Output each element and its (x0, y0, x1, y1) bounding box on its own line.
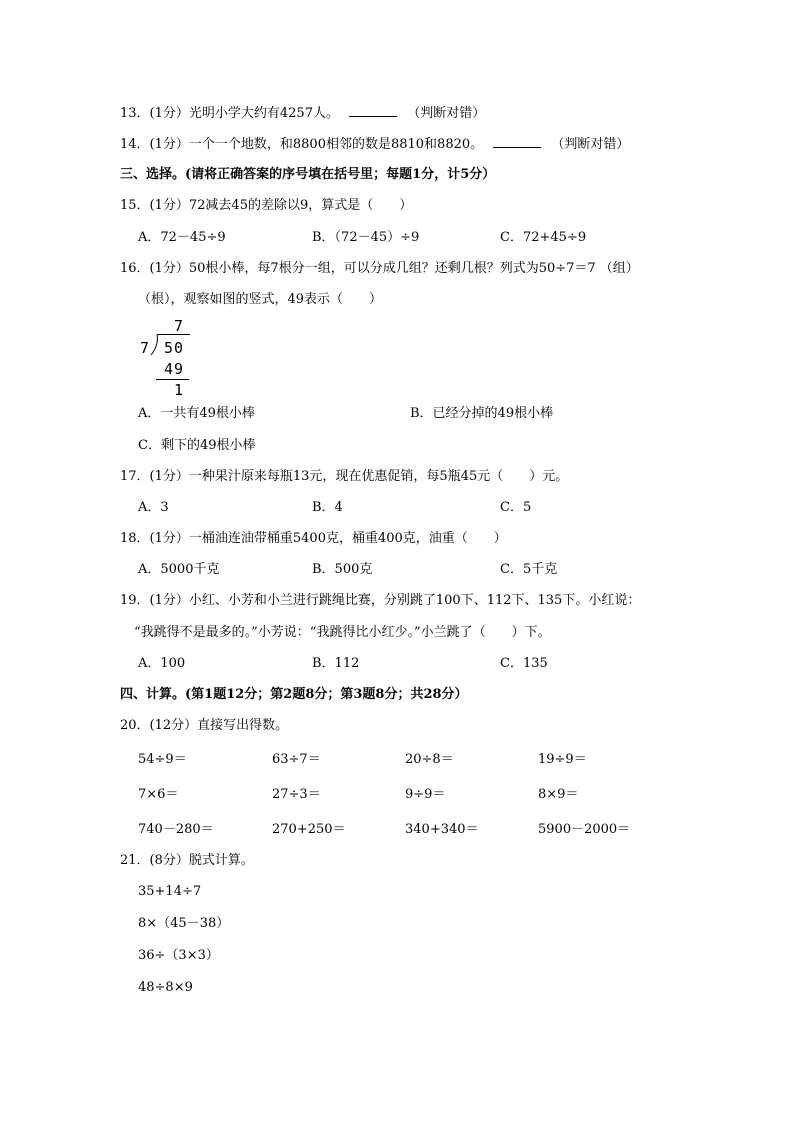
calc-item: 27÷3＝ (272, 787, 321, 802)
question-16-text-line1: 16．(1分）50根小棒，每7根分一组，可以分成几组？还剩几根？列式为50÷7＝7 （组） (120, 261, 639, 276)
calc-item: 19÷9＝ (538, 752, 587, 767)
question-13 (120, 105, 485, 122)
question-18-option-a[interactable]: A．5000千克 (138, 562, 220, 577)
division-product: 49 (164, 360, 185, 378)
question-17-option-b[interactable]: B．4 (312, 500, 343, 515)
section-4-heading: 四、计算。(第1题12分；第2题8分；第3题8分；共28分） (120, 687, 468, 702)
question-19-option-b[interactable]: B．112 (312, 656, 360, 671)
calc-item: 8×9＝ (538, 787, 579, 802)
calc-item: 9÷9＝ (405, 787, 446, 802)
question-16-option-c[interactable]: C．剩下的49根小棒 (138, 438, 256, 453)
question-19-text-line2: “我跳得不是最多的。”小芳说：“我跳得比小红少。”小兰跳了（ ）下。 (134, 625, 551, 640)
question-15-option-a[interactable]: A．72－45÷9 (138, 230, 226, 245)
calc-item: 20÷8＝ (405, 752, 454, 767)
question-19-option-a[interactable]: A．100 (138, 656, 186, 671)
question-13-suffix: （判断对错） (407, 106, 486, 121)
calc-item: 340+340＝ (405, 822, 479, 837)
calc-item: 54÷9＝ (138, 752, 187, 767)
answer-blank-14[interactable] (493, 136, 541, 148)
question-17-option-c[interactable]: C．5 (500, 500, 532, 515)
question-19-text-line1: 19．(1分）小红、小芳和小兰进行跳绳比赛，分别跳了100下、112下、135下。小红说： (120, 593, 641, 608)
question-18-option-b[interactable]: B．500克 (312, 562, 373, 577)
question-16-text-line2: （根），观察如图的竖式，49表示（ ） (138, 292, 383, 307)
division-dividend: 50 (164, 339, 185, 357)
division-quotient: 7 (174, 317, 184, 335)
question-20-text: 20．(12分）直接写出得数。 (120, 718, 289, 733)
division-remainder: 1 (174, 381, 184, 399)
expression-item: 35+14÷7 (138, 884, 202, 899)
question-16-option-b[interactable]: B．已经分掉的49根小棒 (410, 406, 554, 421)
question-21-text: 21．(8分）脱式计算。 (120, 853, 254, 868)
division-divisor: 7 (140, 339, 150, 357)
question-18-option-c[interactable]: C．5千克 (500, 562, 558, 577)
calc-item: 270+250＝ (272, 822, 346, 837)
question-14-suffix: （判断对错） (551, 137, 630, 152)
expression-item: 48÷8×9 (138, 980, 193, 995)
question-19-option-c[interactable]: C．135 (500, 656, 548, 671)
question-14-text: 14．(1分）一个一个地数，和8800相邻的数是8810和8820。 (120, 137, 484, 152)
expression-item: 36÷（3×3） (138, 948, 219, 963)
question-15-option-b[interactable]: B．（72－45）÷9 (312, 230, 420, 245)
question-13-text: 13．(1分）光明小学大约有4257人。 (120, 106, 339, 121)
section-3-heading: 三、选择。(请将正确答案的序号填在括号里；每题1分，计5分） (120, 167, 496, 182)
question-17-option-a[interactable]: A．3 (138, 500, 169, 515)
calc-item: 740－280＝ (138, 822, 214, 837)
division-underline (156, 379, 189, 380)
calc-item: 63÷7＝ (272, 752, 321, 767)
question-16-option-a[interactable]: A．一共有49根小棒 (138, 406, 255, 421)
question-15-option-c[interactable]: C．72+45÷9 (500, 230, 587, 245)
question-17-text: 17．(1分）一种果汁原来每瓶13元，现在优惠促销，每5瓶45元（ ）元。 (120, 469, 569, 484)
expression-item: 8×（45－38） (138, 916, 230, 931)
calc-item: 5900－2000＝ (538, 822, 631, 837)
calc-item: 7×6＝ (138, 787, 179, 802)
question-14 (120, 136, 629, 153)
answer-blank-13[interactable] (349, 105, 397, 117)
question-18-text: 18．(1分）一桶油连油带桶重5400克，桶重400克，油重（ ） (120, 531, 507, 546)
question-15-text: 15．(1分）72减去45的差除以9，算式是（ ） (120, 198, 413, 213)
